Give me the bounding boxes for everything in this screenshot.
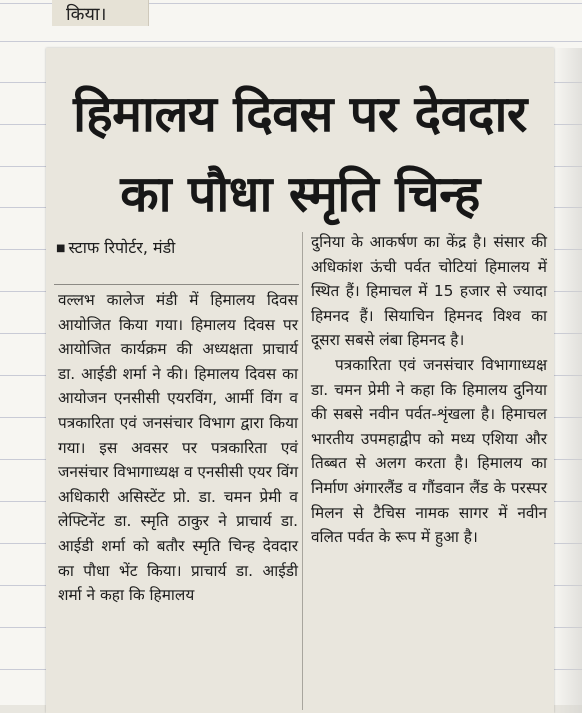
previous-clipping-fragment [52,0,149,26]
bullet-icon: ■ [56,243,66,254]
previous-clipping-text: किया। [66,4,107,25]
article-paragraph: पत्रकारिता एवं जनसंचार विभागाध्यक्ष डा. चमन प्रेमी ने कहा कि हिमालय दुनिया की सबसे नवीन पर्वत-शृंखला है। हिमाचल भारतीय उपमहाद्वीप को मध्य एशिया और तिब्बत से अलग करता है। हिमालय का निर्माण अंगारलैंड व गौंडवान लैंड के परस्पर मिलन से टैचिस नामक सागर में नवीन वलित पर्वत के रूप में हुआ है। [311,355,547,547]
column-divider [302,232,303,710]
byline [56,236,175,258]
ruled-line [0,41,582,42]
byline-divider [54,284,299,285]
article-paragraph: वल्लभ कालेज मंडी में हिमालय दिवस आयोजित किया गया। हिमालय दिवस पर आयोजित कार्यक्रम की अध्यक्षता प्राचार्य डा. आईडी शर्मा ने की। हिमालय दिवस का आयोजन एनसीसी एयरविंग, आर्मी विंग व पत्रकारिता एवं जनसंचार विभाग द्वारा किया गया। इस अवसर पर पत्रकारिता एवं जनसंचार विभागाध्यक्ष व एनसीसी एयर विंग अधिकारी असिस्टेंट प्रो. डा. चमन प्रेमी व लेफ्टिनेंट डा. स्मृति ठाकुर ने प्राचार्य डा. आईडी शर्मा को बतौर स्मृति चिन्ह देवदार का पौधा भेंट किया। प्राचार्य डा. आईडी शर्मा ने कहा कि हिमालय [58,291,298,605]
headline-line-2: का पौधा स्मृति चिन्ह [120,165,480,223]
newspaper-clipping [46,48,554,713]
article-column-left [58,288,298,608]
page-shadow [554,48,582,713]
headline-line-1: हिमालय दिवस पर देवदार [73,85,527,143]
article-column-right [311,230,547,550]
article-paragraph: दुनिया के आकर्षण का केंद्र है। संसार की अधिकांश ऊंची पर्वत चोटियां हिमालय में स्थित हैं। हिमाचल में 15 हजार से ज्यादा हिमनद हैं। सियाचिन हिमनद विश्व का दूसरा सबसे लंबा हिमनद है। [311,233,547,350]
byline-text: स्टाफ रिपोर्टर, मंडी [68,238,176,257]
